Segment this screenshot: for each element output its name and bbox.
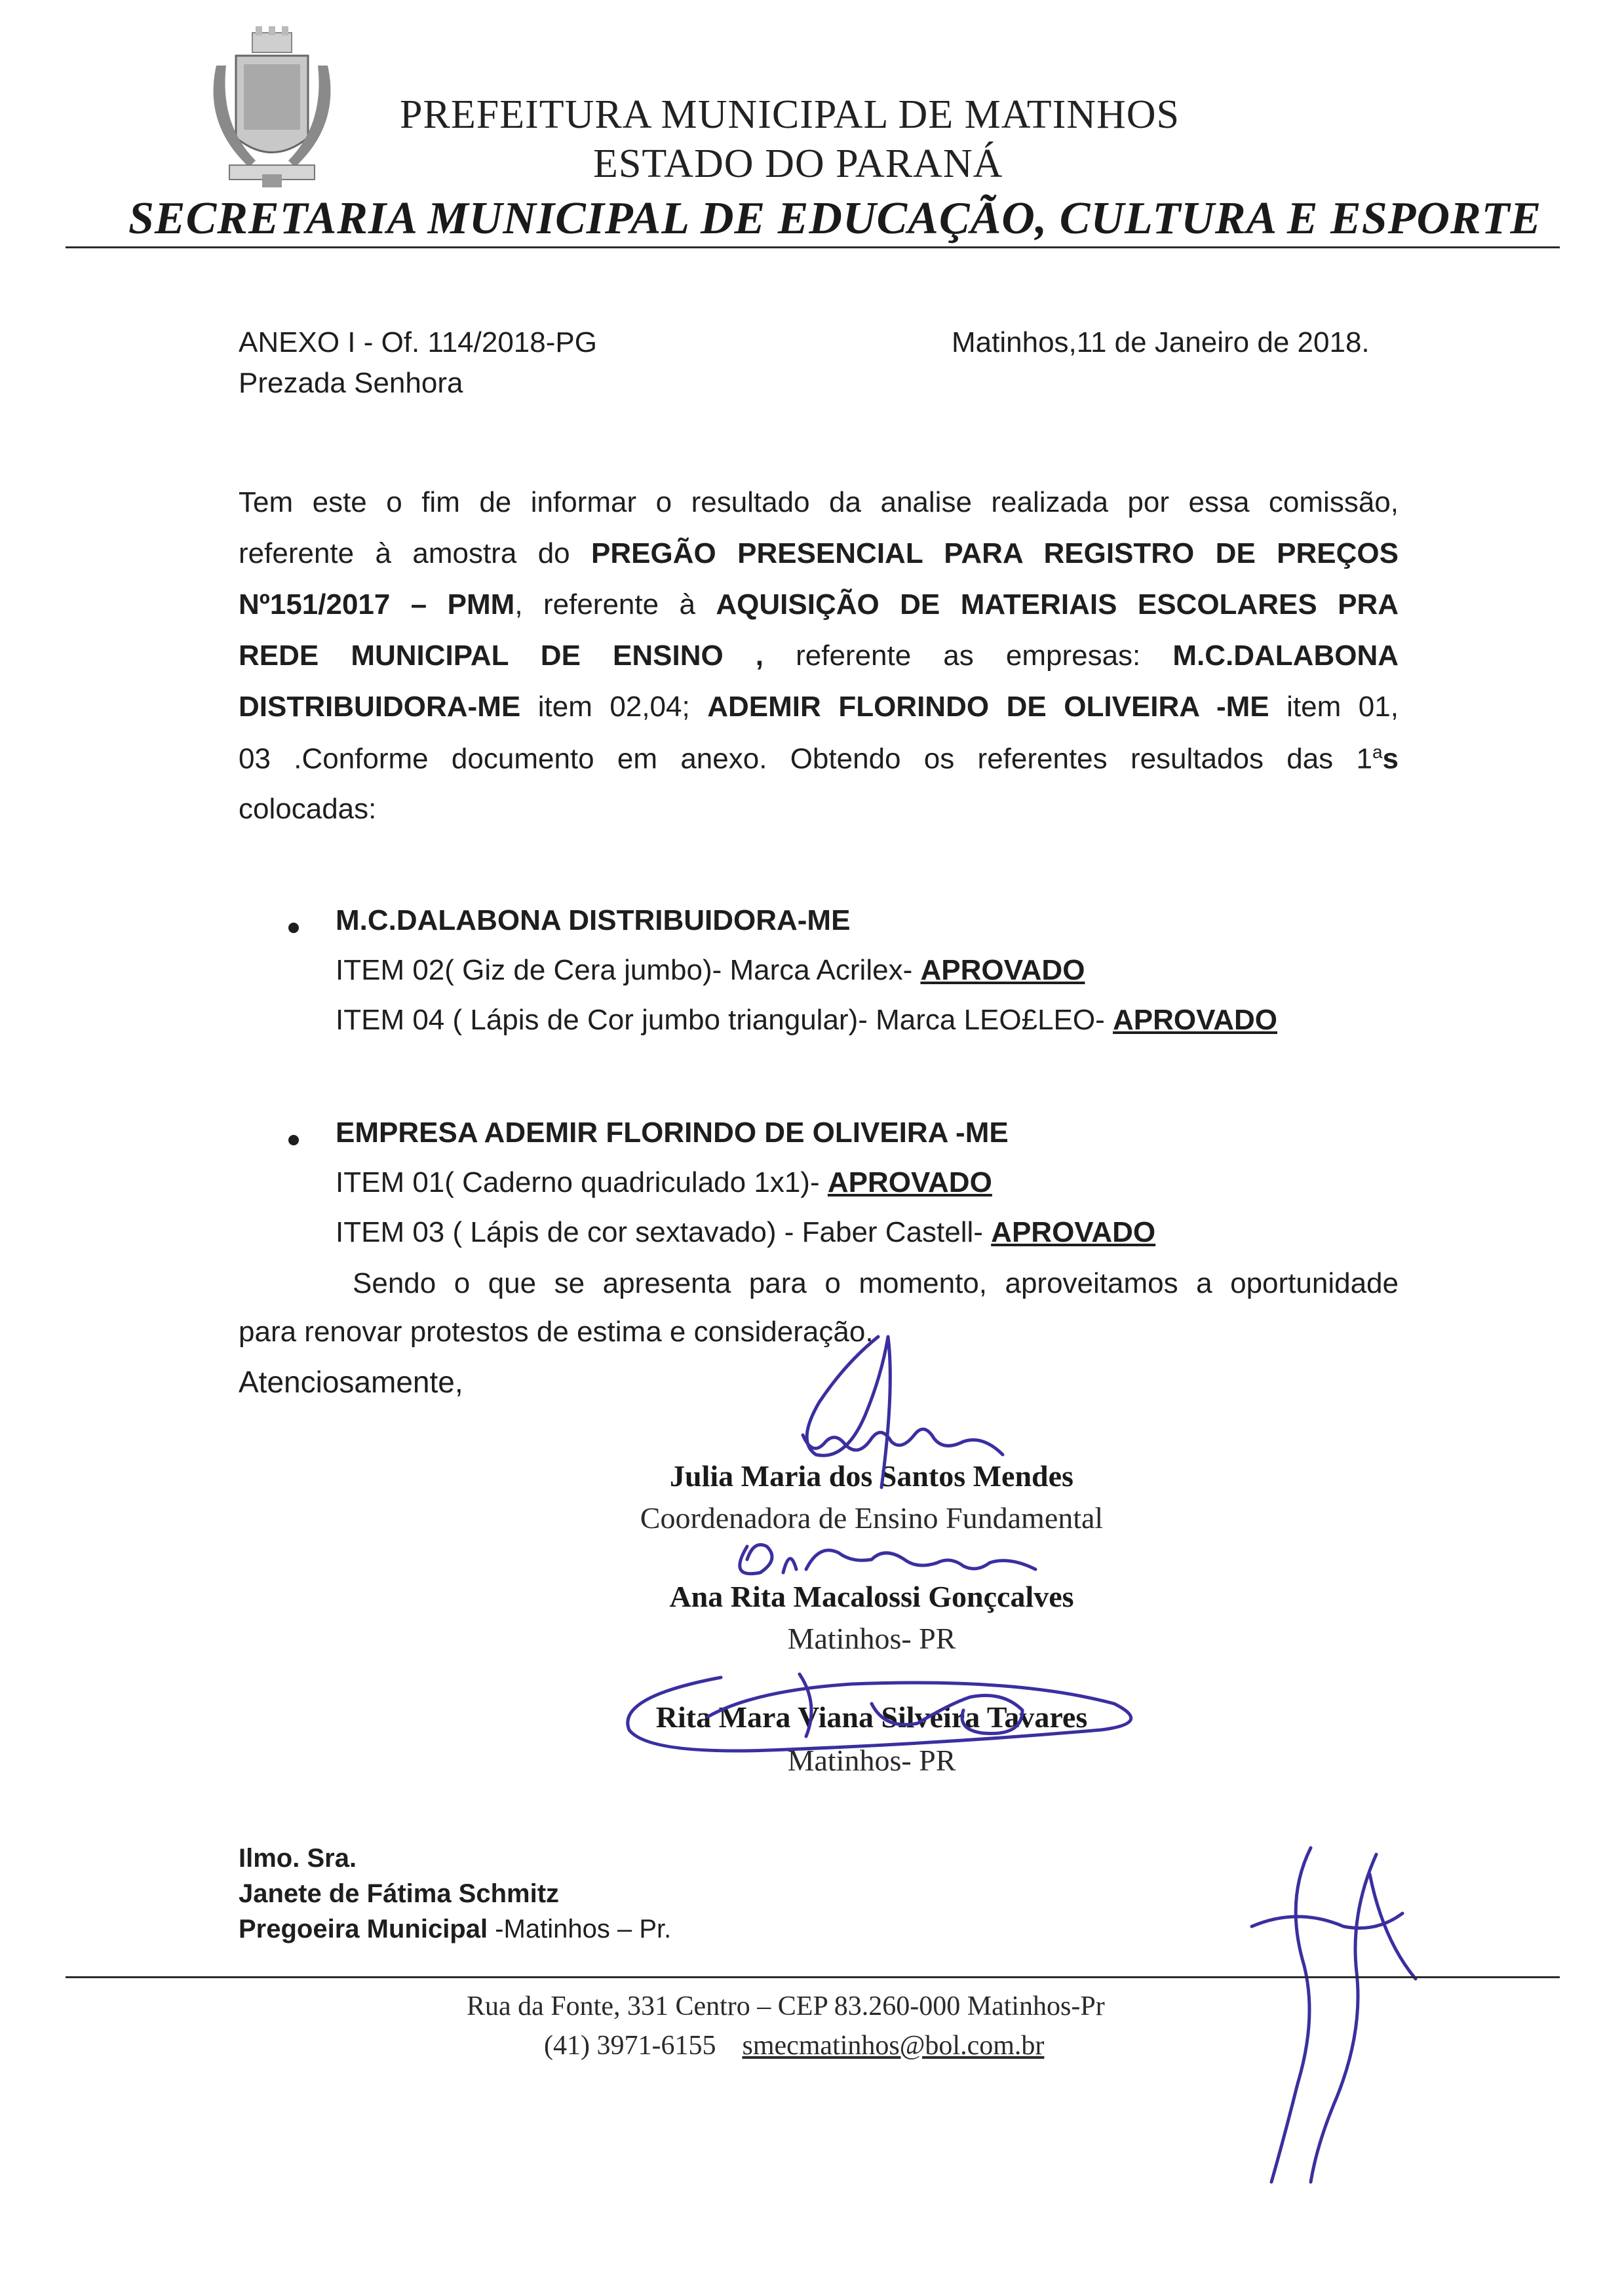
item-line: ITEM 02( Giz de Cera jumbo)- Marca Acrilex- APROVADO	[336, 954, 1085, 986]
footer-contact: (41) 3971-6155 smecmatinhos@bol.com.br	[544, 2031, 1045, 2061]
addressee-title: Ilmo. Sra.	[239, 1844, 357, 1873]
signatory-name: Ana Rita Macalossi Gonçcalves	[669, 1580, 1074, 1613]
municipal-coat-of-arms-icon	[190, 26, 354, 190]
body-line-3: Nº151/2017 – PMM, referente à AQUISIÇÃO DE MATERIAIS ESCOLARES PRA	[239, 588, 1399, 621]
item-line: ITEM 04 ( Lápis de Cor jumbo triangular)- Marca LEO£LEO- APROVADO	[336, 1004, 1277, 1036]
closing-line-2: para renovar protestos de estima e consideração.	[239, 1316, 874, 1348]
body-line-1: Tem este o fim de informar o resultado da analise realizada por essa comissão,	[239, 486, 1399, 518]
signatory-name: Julia Maria dos Santos Mendes	[670, 1459, 1073, 1493]
signatory-role: Matinhos- PR	[787, 1622, 956, 1655]
addressee-role: Pregoeira Municipal -Matinhos – Pr.	[239, 1915, 672, 1943]
annex-reference: ANEXO I - Of. 114/2018-PG	[239, 326, 597, 358]
approved-status: APROVADO	[920, 954, 1085, 986]
company-name: M.C.DALABONA DISTRIBUIDORA-ME	[336, 904, 851, 936]
signatory-name: Rita Mara Viana Silveira Tavares	[655, 1700, 1088, 1734]
closing-line-1: Sendo o que se apresenta para o momento, aproveitamos a oportunidade	[353, 1267, 1399, 1299]
signatory-role: Coordenadora de Ensino Fundamental	[640, 1501, 1104, 1535]
footer-address: Rua da Fonte, 331 Centro – CEP 83.260-000 Matinhos-Pr	[467, 1991, 1105, 2021]
document-date: Matinhos,11 de Janeiro de 2018.	[952, 326, 1370, 358]
body-line-5: DISTRIBUIDORA-ME item 02,04; ADEMIR FLORINDO DE OLIVEIRA -ME item 01,	[239, 691, 1399, 723]
footer-email: smecmatinhos@bol.com.br	[742, 2031, 1045, 2061]
approved-status: APROVADO	[991, 1216, 1156, 1248]
header-divider	[66, 246, 1560, 248]
header-title: PREFEITURA MUNICIPAL DE MATINHOS	[400, 92, 1180, 137]
body-line-2: referente à amostra do PREGÃO PRESENCIAL PARA REGISTRO DE PREÇOS	[239, 537, 1399, 569]
closing-greeting: Atenciosamente,	[239, 1365, 463, 1399]
body-line-4: REDE MUNICIPAL DE ENSINO , referente as empresas: M.C.DALABONA	[239, 640, 1399, 672]
footer-divider	[66, 1976, 1560, 1978]
bullet-icon	[288, 1135, 299, 1145]
approved-status: APROVADO	[827, 1166, 992, 1198]
company-name: EMPRESA ADEMIR FLORINDO DE OLIVEIRA -ME	[336, 1117, 1009, 1149]
item-line: ITEM 03 ( Lápis de cor sextavado) - Faber Castell- APROVADO	[336, 1216, 1156, 1248]
bullet-icon	[288, 923, 299, 933]
header-secretaria: SECRETARIA MUNICIPAL DE EDUCAÇÃO, CULTURA E ESPORTE	[128, 193, 1542, 244]
item-line: ITEM 01( Caderno quadriculado 1x1)- APROVADO	[336, 1166, 992, 1198]
signatory-role: Matinhos- PR	[787, 1744, 956, 1777]
body-line-6: 03 .Conforme documento em anexo. Obtendo os referentes resultados das 1$^a$s	[239, 742, 1399, 775]
approved-status: APROVADO	[1113, 1004, 1277, 1036]
body-line-7: colocadas:	[239, 793, 377, 825]
header-subtitle: ESTADO DO PARANÁ	[593, 142, 1003, 186]
salutation: Prezada Senhora	[239, 367, 463, 399]
addressee-name: Janete de Fátima Schmitz	[239, 1879, 560, 1908]
